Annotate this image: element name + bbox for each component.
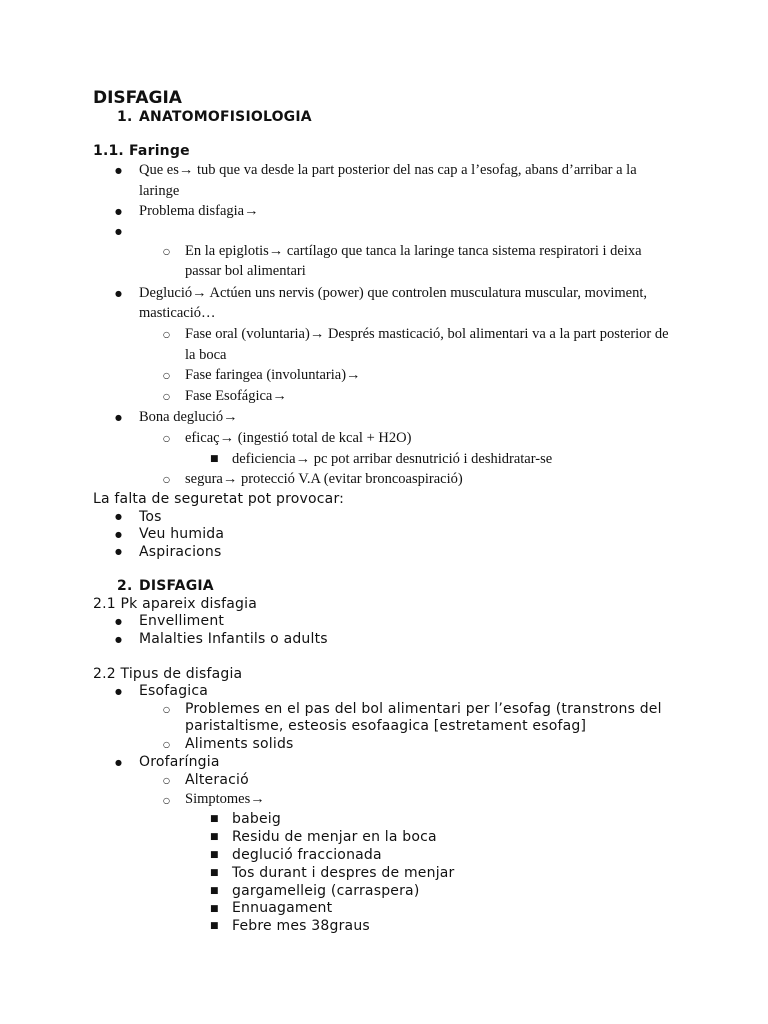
list-item-que-es: Que es→ tub que va desde la part posterior del nas cap a l’esofag, abans d’arribar a la	[139, 162, 637, 178]
bullet-square: ■	[210, 886, 219, 896]
bullet-disc: ●	[115, 530, 122, 539]
list-item-deglucio-cont: masticació…	[139, 305, 216, 321]
bullet-circle: ○	[163, 705, 170, 714]
list-item-symptom: babeig	[232, 811, 281, 827]
bullet-circle: ○	[163, 475, 170, 484]
list-item-esof-problemes-cont: paristaltisme, esteosis esofaagica [estretament esofag]	[185, 718, 587, 734]
bullet-circle: ○	[163, 392, 170, 401]
list-item-tos: Tos	[139, 509, 162, 525]
bullet-circle: ○	[163, 776, 170, 785]
list-item-fase-esofagica: Fase Esofágica→	[185, 388, 287, 404]
list-item-orofaringia: Orofaríngia	[139, 754, 220, 770]
list-item-problema: Problema disfagia→	[139, 203, 259, 219]
list-item-bona-deglucio: Bona deglució→	[139, 409, 238, 425]
list-item-fase-oral-cont: la boca	[185, 347, 227, 363]
bullet-disc: ●	[115, 635, 122, 644]
section1-heading: ANATOMOFISIOLOGIA	[139, 109, 312, 125]
bullet-circle: ○	[163, 247, 170, 256]
list-item-symptom: Ennuagament	[232, 900, 333, 916]
paragraph-falta-seguretat: La falta de seguretat pot provocar:	[93, 491, 345, 507]
list-item-symptom: Tos durant i despres de menjar	[232, 865, 455, 881]
list-item-malalties: Malalties Infantils o adults	[139, 631, 328, 647]
list-item-veu-humida: Veu humida	[139, 526, 225, 542]
bullet-square: ■	[210, 868, 219, 878]
bullet-square: ■	[210, 850, 219, 860]
bullet-circle: ○	[163, 434, 170, 443]
list-item-envelliment: Envelliment	[139, 613, 225, 629]
bullet-circle: ○	[163, 796, 170, 805]
bullet-disc: ●	[115, 758, 122, 767]
list-item-deglucio: Deglució→ Actúen uns nervis (power) que controlen musculatura muscular, moviment,	[139, 285, 647, 301]
bullet-disc: ●	[115, 413, 122, 422]
bullet-square: ■	[210, 921, 219, 931]
list-item-epiglotis: En la epiglotis→ cartílago que tanca la laringe tanca sistema respiratori i deixa	[185, 243, 642, 259]
bullet-disc: ●	[115, 289, 122, 298]
bullet-square: ■	[210, 832, 219, 842]
subsection-pk-apareix: 2.1 Pk apareix disfagia	[93, 596, 257, 612]
bullet-disc: ●	[115, 227, 122, 236]
list-item-symptom: Residu de menjar en la boca	[232, 829, 437, 845]
list-item-symptom: gargamelleig (carraspera)	[232, 883, 420, 899]
bullet-disc: ●	[115, 166, 122, 175]
bullet-disc: ●	[115, 617, 122, 626]
subsection-tipus: 2.2 Tipus de disfagia	[93, 666, 243, 682]
list-item-deficiencia: deficiencia→ pc pot arribar desnutrició i deshidratar-se	[232, 451, 553, 467]
list-item-esof-aliments: Aliments solids	[185, 736, 294, 752]
bullet-square: ■	[210, 454, 219, 464]
list-item-que-es-cont: laringe	[139, 183, 180, 199]
section1-number: 1.	[117, 109, 133, 125]
bullet-square: ■	[210, 814, 219, 824]
bullet-disc: ●	[115, 207, 122, 216]
list-item-esof-problemes: Problemes en el pas del bol alimentari per l’esofag (transtrons del	[185, 701, 662, 717]
subsection-faringe: 1.1. Faringe	[93, 143, 190, 159]
bullet-disc: ●	[115, 512, 122, 521]
list-item-esofagica: Esofagica	[139, 683, 209, 699]
section2-heading: DISFAGIA	[139, 578, 214, 594]
document-title: DISFAGIA	[93, 88, 182, 108]
list-item-simptomes: Simptomes→	[185, 791, 265, 807]
list-item-symptom: deglució fraccionada	[232, 847, 382, 863]
list-item-eficac: eficaç→ (ingestió total de kcal + H2O)	[185, 430, 412, 446]
list-item-aspiracions: Aspiracions	[139, 544, 222, 560]
list-item-alteracio: Alteració	[185, 772, 249, 788]
bullet-disc: ●	[115, 547, 122, 556]
bullet-disc: ●	[115, 687, 122, 696]
bullet-circle: ○	[163, 330, 170, 339]
list-item-epiglotis-cont: passar bol alimentari	[185, 263, 306, 279]
bullet-square: ■	[210, 904, 219, 914]
bullet-circle: ○	[163, 371, 170, 380]
list-item-fase-oral: Fase oral (voluntaria)→ Després masticació, bol alimentari va a la part posterior de	[185, 326, 669, 342]
list-item-symptom: Febre mes 38graus	[232, 918, 370, 934]
list-item-fase-faringea: Fase faringea (involuntaria)→	[185, 367, 361, 383]
section2-number: 2.	[117, 578, 133, 594]
bullet-circle: ○	[163, 740, 170, 749]
list-item-segura: segura→ protecció V.A (evitar broncoaspiració)	[185, 471, 463, 487]
